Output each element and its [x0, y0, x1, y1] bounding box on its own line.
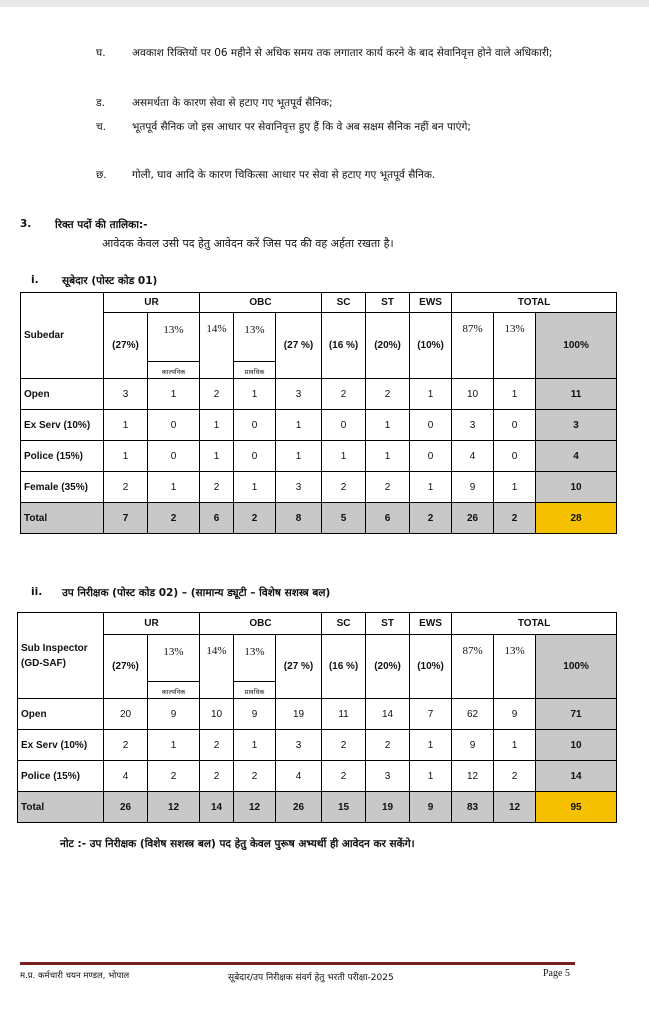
- header-total: TOTAL: [452, 293, 617, 313]
- table-cell: 1: [410, 730, 452, 761]
- table2: [17, 612, 617, 823]
- table-cell: 1: [148, 472, 200, 503]
- table-cell: 0: [148, 410, 200, 441]
- table-cell: 19: [276, 699, 322, 730]
- total-row: [18, 792, 617, 823]
- footer-left: म.प्र. कर्मचारी चयन मण्डल, भोपाल: [20, 971, 130, 981]
- footer-rule: [20, 962, 575, 965]
- table-cell: 9: [494, 699, 536, 730]
- table-cell: 0: [234, 410, 276, 441]
- header-ur: UR: [104, 293, 200, 313]
- table-cell: 11: [322, 699, 366, 730]
- table-cell: 3: [366, 761, 410, 792]
- list-marker: ड.: [96, 97, 105, 109]
- table-cell: 3: [536, 410, 617, 441]
- table-cell: 1: [148, 730, 200, 761]
- list-marker: च.: [96, 121, 107, 133]
- table-cell: 1: [494, 730, 536, 761]
- table-cell: 1: [234, 472, 276, 503]
- total-cell: 2: [494, 503, 536, 534]
- list-text: गोली, घाव आदि के कारण चिकित्सा आधार पर सेवा से हटाए गए भूतपूर्व सैनिक.: [132, 169, 436, 181]
- table-cell: 2: [366, 379, 410, 410]
- table-cell: 0: [410, 410, 452, 441]
- total-cell: 2: [410, 503, 452, 534]
- list-text: भूतपूर्व सैनिक जो इस आधार पर सेवानिवृत्त हुए हैं कि वे अब सक्षम सैनिक नहीं बन पाएंगे;: [132, 121, 471, 133]
- table-cell: 10: [452, 379, 494, 410]
- table-row: [21, 441, 617, 472]
- table-cell: 12: [452, 761, 494, 792]
- row-label: Ex Serv (10%): [18, 730, 104, 761]
- total-cell: 15: [322, 792, 366, 823]
- total-cell: 26: [104, 792, 148, 823]
- table-cell: 1: [322, 441, 366, 472]
- header-obc-14: 14%: [200, 313, 234, 379]
- header-total-87: 87%: [452, 313, 494, 379]
- header-ews-10: (10%): [410, 313, 452, 379]
- total-cell: 26: [276, 792, 322, 823]
- table-cell: 2: [200, 730, 234, 761]
- table-cell: 4: [104, 761, 148, 792]
- table-cell: 2: [200, 472, 234, 503]
- table-cell: 7: [410, 699, 452, 730]
- total-cell: 14: [200, 792, 234, 823]
- table-cell: 2: [200, 761, 234, 792]
- table-cell: 9: [452, 730, 494, 761]
- table-cell: 2: [200, 379, 234, 410]
- header-st-20: (20%): [366, 635, 410, 699]
- grand-total-cell: 28: [536, 503, 617, 534]
- table-cell: 1: [234, 730, 276, 761]
- header-obc-13: 13% प्रावधिक: [234, 313, 276, 379]
- row-label: Police (15%): [21, 441, 104, 472]
- list-text: अवकाश रिक्तियों पर 06 महीने से अधिक समय तक लगातार कार्य करने के बाद सेवानिवृत्त होने वाले अधिकारी;: [132, 47, 553, 59]
- header-obc-27: (27 %): [276, 635, 322, 699]
- table1-roman: i.: [31, 274, 39, 286]
- table-cell: 10: [536, 730, 617, 761]
- header-st: ST: [366, 613, 410, 635]
- total-cell: 2: [148, 503, 200, 534]
- header-obc-27: (27 %): [276, 313, 322, 379]
- table-cell: 62: [452, 699, 494, 730]
- table2-title: उप निरीक्षक (पोस्ट कोड 02) – (सामान्य ड्यूटी – विशेष सशस्त्र बल): [62, 587, 331, 599]
- section-title: रिक्त पदों की तालिका:-: [55, 219, 148, 231]
- total-cell: 19: [366, 792, 410, 823]
- row-label: Female (35%): [21, 472, 104, 503]
- header-st: ST: [366, 293, 410, 313]
- table-cell: 1: [148, 379, 200, 410]
- row-label: Ex Serv (10%): [21, 410, 104, 441]
- table-cell: 3: [452, 410, 494, 441]
- header-sc-16: (16 %): [322, 635, 366, 699]
- table-row: [21, 410, 617, 441]
- table-cell: 20: [104, 699, 148, 730]
- table-cell: 1: [234, 379, 276, 410]
- table-cell: 1: [104, 441, 148, 472]
- total-cell: 8: [276, 503, 322, 534]
- header-ur-13: 13% काल्पनिक: [148, 635, 200, 699]
- table-cell: 1: [104, 410, 148, 441]
- table-cell: 3: [276, 472, 322, 503]
- table-cell: 0: [494, 441, 536, 472]
- header-total-100: 100%: [536, 313, 617, 379]
- table-cell: 0: [494, 410, 536, 441]
- table-cell: 2: [322, 472, 366, 503]
- table-cell: 0: [410, 441, 452, 472]
- table1-title: सूबेदार (पोस्ट कोड 01): [62, 275, 158, 287]
- table-cell: 71: [536, 699, 617, 730]
- header-ur-27: (27%): [104, 635, 148, 699]
- table-cell: 1: [276, 441, 322, 472]
- table-cell: 1: [494, 379, 536, 410]
- total-cell: 26: [452, 503, 494, 534]
- table-cell: 1: [410, 379, 452, 410]
- table-cell: 1: [200, 441, 234, 472]
- table-row: [18, 699, 617, 730]
- section-note: आवेदक केवल उसी पद हेतु आवेदन करें जिस पद की वह अर्हता रखता है।: [102, 237, 394, 250]
- table-cell: 1: [410, 472, 452, 503]
- table-row: [21, 379, 617, 410]
- table-cell: 3: [276, 730, 322, 761]
- table-cell: 2: [366, 472, 410, 503]
- header-total-13: 13%: [494, 313, 536, 379]
- table-cell: 2: [322, 761, 366, 792]
- header-total-100: 100%: [536, 635, 617, 699]
- total-cell: 2: [234, 503, 276, 534]
- header-sc: SC: [322, 293, 366, 313]
- table-cell: 0: [234, 441, 276, 472]
- table-cell: 14: [366, 699, 410, 730]
- table-cell: 3: [276, 379, 322, 410]
- total-cell: 83: [452, 792, 494, 823]
- row-label: Open: [21, 379, 104, 410]
- header-ews: EWS: [410, 613, 452, 635]
- total-cell: 12: [494, 792, 536, 823]
- footer-middle: सूबेदार/उप निरीक्षक संवर्ग हेतु भरती परीक्षा-2025: [228, 973, 394, 983]
- table-row: [18, 730, 617, 761]
- header-total-87: 87%: [452, 635, 494, 699]
- table-cell: 10: [200, 699, 234, 730]
- row-label: Total: [21, 503, 104, 534]
- table-row: [21, 472, 617, 503]
- row-label: Police (15%): [18, 761, 104, 792]
- total-cell: 9: [410, 792, 452, 823]
- header-obc-13: 13% प्रावधिक: [234, 635, 276, 699]
- table-cell: 1: [366, 410, 410, 441]
- grand-total-cell: 95: [536, 792, 617, 823]
- list-text: असमर्थता के कारण सेवा से हटाए गए भूतपूर्व सैनिक;: [132, 97, 333, 109]
- table-cell: 4: [536, 441, 617, 472]
- table-cell: 9: [452, 472, 494, 503]
- total-cell: 5: [322, 503, 366, 534]
- header-sc: SC: [322, 613, 366, 635]
- table-cell: 0: [148, 441, 200, 472]
- header-obc-14: 14%: [200, 635, 234, 699]
- table-cell: 1: [366, 441, 410, 472]
- header-ews-10: (10%): [410, 635, 452, 699]
- table-cell: 4: [452, 441, 494, 472]
- table-cell: 4: [276, 761, 322, 792]
- post-label: Sub Inspector (GD-SAF): [18, 613, 104, 699]
- table-cell: 2: [366, 730, 410, 761]
- list-marker: छ.: [96, 169, 107, 181]
- total-cell: 12: [234, 792, 276, 823]
- table-cell: 14: [536, 761, 617, 792]
- table-cell: 2: [322, 730, 366, 761]
- total-cell: 6: [366, 503, 410, 534]
- table-cell: 2: [234, 761, 276, 792]
- header-ews: EWS: [410, 293, 452, 313]
- table2-roman: ii.: [31, 586, 43, 598]
- table-cell: 0: [322, 410, 366, 441]
- table-row: [18, 761, 617, 792]
- header-total-13: 13%: [494, 635, 536, 699]
- total-cell: 7: [104, 503, 148, 534]
- page-number: Page 5: [543, 968, 570, 979]
- table-cell: 3: [104, 379, 148, 410]
- header-ur-13: 13% काल्पनिक: [148, 313, 200, 379]
- row-label: Total: [18, 792, 104, 823]
- table-cell: 1: [494, 472, 536, 503]
- table1: [20, 292, 617, 534]
- table-cell: 9: [234, 699, 276, 730]
- header-ur: UR: [104, 613, 200, 635]
- table-cell: 1: [410, 761, 452, 792]
- table-cell: 11: [536, 379, 617, 410]
- table-cell: 1: [200, 410, 234, 441]
- total-row: [21, 503, 617, 534]
- table-cell: 2: [104, 730, 148, 761]
- list-marker: घ.: [96, 47, 106, 59]
- header-ur-27: (27%): [104, 313, 148, 379]
- table-cell: 9: [148, 699, 200, 730]
- header-sc-16: (16 %): [322, 313, 366, 379]
- table-cell: 2: [322, 379, 366, 410]
- total-cell: 12: [148, 792, 200, 823]
- note: नोट :- उप निरीक्षक (विशेष सशस्त्र बल) पद हेतु केवल पुरूष अभ्यर्थी ही आवेदन कर सकेंगे।: [60, 838, 415, 850]
- row-label: Open: [18, 699, 104, 730]
- table-cell: 2: [494, 761, 536, 792]
- header-obc: OBC: [200, 293, 322, 313]
- section-number: 3.: [20, 218, 32, 230]
- total-cell: 6: [200, 503, 234, 534]
- header-st-20: (20%): [366, 313, 410, 379]
- table-cell: 2: [104, 472, 148, 503]
- header-obc: OBC: [200, 613, 322, 635]
- post-label: Subedar: [21, 293, 104, 379]
- top-bar: [0, 0, 649, 7]
- header-total: TOTAL: [452, 613, 617, 635]
- table-cell: 1: [276, 410, 322, 441]
- table-cell: 2: [148, 761, 200, 792]
- table-cell: 10: [536, 472, 617, 503]
